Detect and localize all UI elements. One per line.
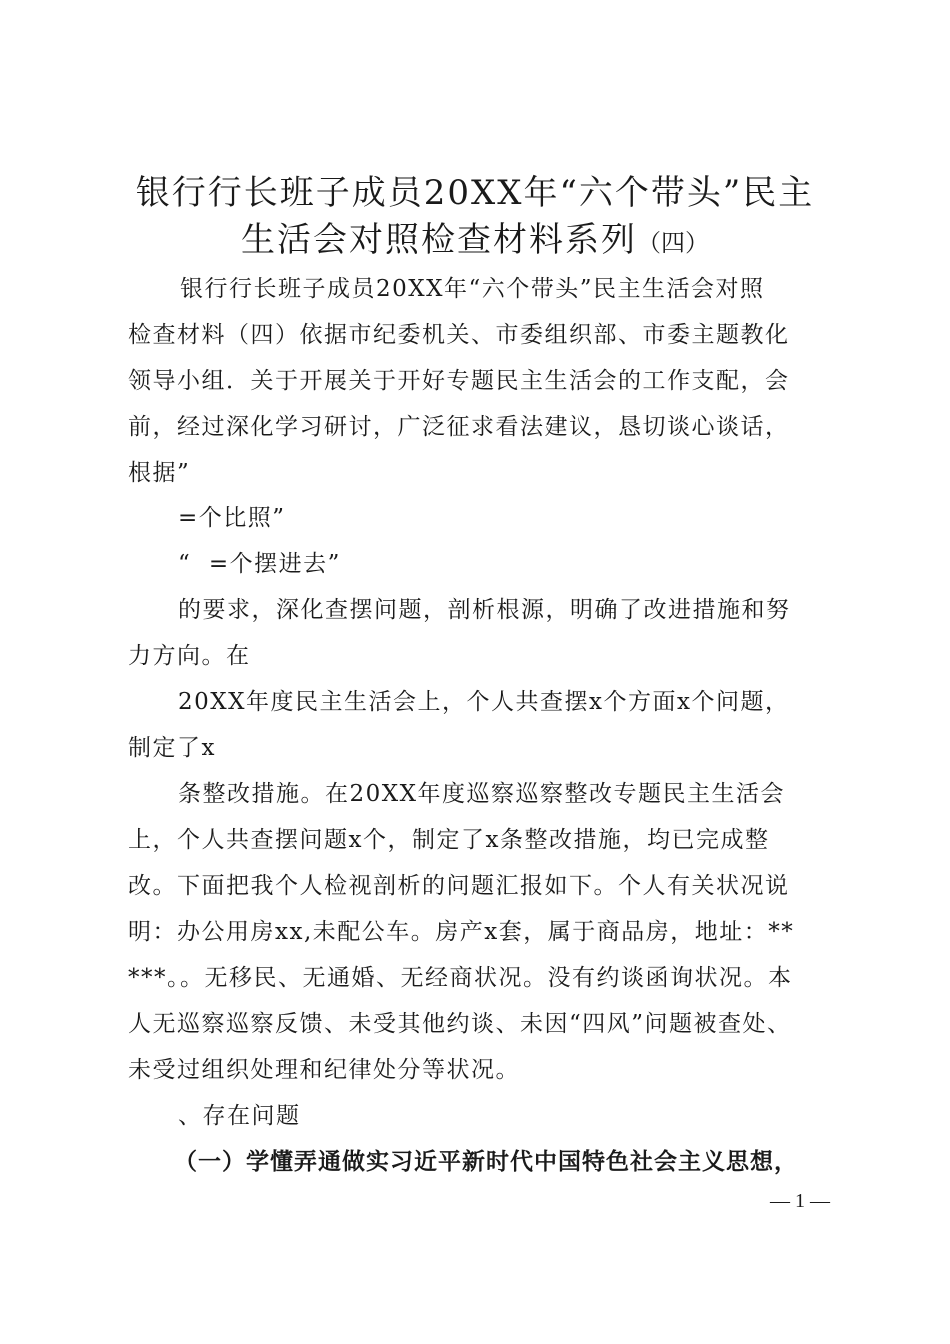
page-number: — 1 — — [770, 1190, 830, 1212]
paragraph-requirements — [128, 587, 828, 679]
paragraph-comparison: =个比照” — [178, 505, 286, 531]
paragraph-line: 的要求，深化查摆问题，剖析根源，明确了改进措施和努 — [178, 597, 791, 623]
section-heading: 、存在问题 — [178, 1103, 301, 1129]
paragraph-line: 力方向。在 — [128, 643, 251, 669]
paragraph-placement: “ =个摆进去” — [178, 551, 341, 577]
paragraph-previous-meeting — [128, 679, 828, 771]
paragraph-line: 银行行长班子成员20XX年“六个带头”民主生活会对照 — [180, 276, 765, 302]
paragraph-line: 根据” — [128, 460, 191, 486]
title-line-2-main: 生活会对照检查材料系列 — [241, 220, 637, 260]
paragraph-line: 未受过组织处理和纪律处分等状况。 — [128, 1057, 520, 1083]
paragraph-line: 制定了x — [128, 735, 216, 761]
subsection-heading: （一）学懂弄通做实习近平新时代中国特色社会主义思想， — [174, 1148, 798, 1175]
paragraph-line: 改。下面把我个人检视剖析的问题汇报如下。个人有关状况说 — [128, 873, 790, 899]
document-title-line-2 — [120, 217, 830, 266]
paragraph-line: 20XX年度民主生活会上，个人共查摆x个方面x个问题， — [178, 689, 790, 715]
paragraph-line: 明：办公用房xx,未配公车。房产x套，属于商品房，地址：** — [128, 919, 795, 945]
title-line-2-suffix: （四） — [637, 229, 709, 257]
paragraph-line: 上，个人共查摆问题x个，制定了x条整改措施，均已完成整 — [128, 827, 770, 853]
paragraph-rectification — [128, 771, 828, 1093]
paragraph-line: ***。。无移民、无通婚、无经商状况。没有约谈函询状况。本 — [128, 965, 793, 991]
paragraph-line: 前，经过深化学习研讨，广泛征求看法建议，恳切谈心谈话， — [128, 414, 790, 440]
paragraph-line: 条整改措施。在20XX年度巡察巡察整改专题民主生活会 — [178, 781, 786, 807]
paragraph-line: 人无巡察巡察反馈、未受其他约谈、未因“四风”问题被查处、 — [128, 1011, 792, 1037]
paragraph-line: 领导小组．关于开展关于开好专题民主生活会的工作支配，会 — [128, 368, 790, 394]
paragraph-intro — [128, 266, 828, 496]
paragraph-line: 检查材料（四）依据市纪委机关、市委组织部、市委主题教化 — [128, 322, 790, 348]
document-title-line-1: 银行行长班子成员20XX年“六个带头”民主 — [135, 173, 815, 213]
